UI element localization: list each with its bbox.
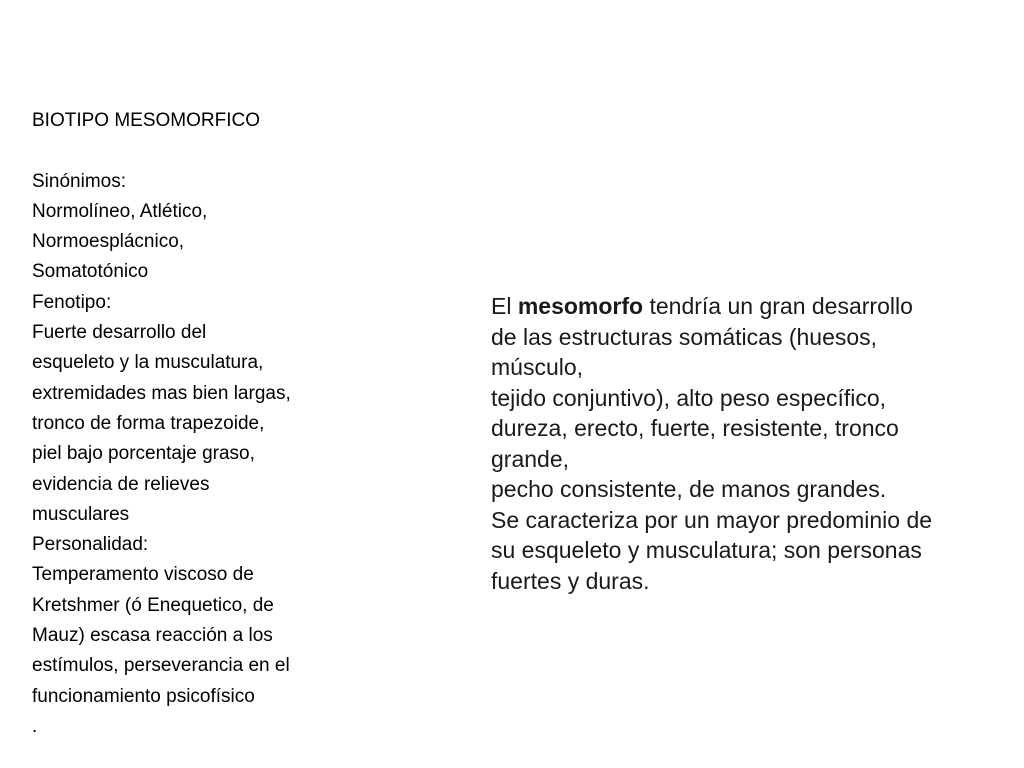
text-line: esqueleto y la musculatura, <box>32 352 264 374</box>
text-line: Fuerte desarrollo del <box>32 322 207 344</box>
text-line: Normolíneo, Atlético, <box>32 200 208 222</box>
text-line: Personalidad: <box>32 534 149 556</box>
first-line <box>491 291 1001 322</box>
text-line: musculares <box>32 503 130 525</box>
text-line: Fenotipo: <box>32 291 112 313</box>
text-line: Somatotónico <box>32 261 149 283</box>
text-line: Sinónimos: <box>32 170 126 192</box>
text-line: su esqueleto y musculatura; son personas <box>491 537 922 563</box>
text-line: tronco de forma trapezoide, <box>32 412 265 434</box>
text-line: Temperamento viscoso de <box>32 564 254 586</box>
text-line: Se caracteriza por un mayor predominio de <box>491 506 933 533</box>
left-text-panel <box>32 106 372 742</box>
text-line: evidencia de relieves <box>32 473 210 495</box>
first-line-prefix: El <box>491 293 518 319</box>
text-line: de las estructuras somáticas (huesos, <box>491 323 878 350</box>
text-line: estímulos, perseverancia en el <box>32 655 290 677</box>
text-line: tejido conjuntivo), alto peso específico, <box>491 384 887 411</box>
text-line: piel bajo porcentaje graso, <box>32 443 255 465</box>
text-line: Kretshmer (ó Enequetico, de <box>32 594 274 616</box>
text-line: grande, <box>491 445 570 472</box>
spacer <box>32 136 372 166</box>
first-line-suffix: tendría un gran desarrollo <box>643 293 913 319</box>
mesomorfo-bold: mesomorfo <box>517 293 644 319</box>
section-title: BIOTIPO MESOMORFICO <box>32 110 261 131</box>
right-text-panel <box>491 291 1001 596</box>
text-line: Normoesplácnico, <box>32 231 185 253</box>
text-line: extremidades mas bien largas, <box>32 382 291 404</box>
text-line: fuertes y duras. <box>491 567 650 594</box>
text-line: músculo, <box>491 354 584 380</box>
text-line: dureza, erecto, fuerte, resistente, tronco <box>491 415 899 441</box>
text-line: . <box>32 715 38 737</box>
text-line: Mauz) escasa reacción a los <box>32 625 273 647</box>
text-line: funcionamiento psicofísico <box>32 685 255 707</box>
text-line: pecho consistente, de manos grandes. <box>491 476 887 502</box>
